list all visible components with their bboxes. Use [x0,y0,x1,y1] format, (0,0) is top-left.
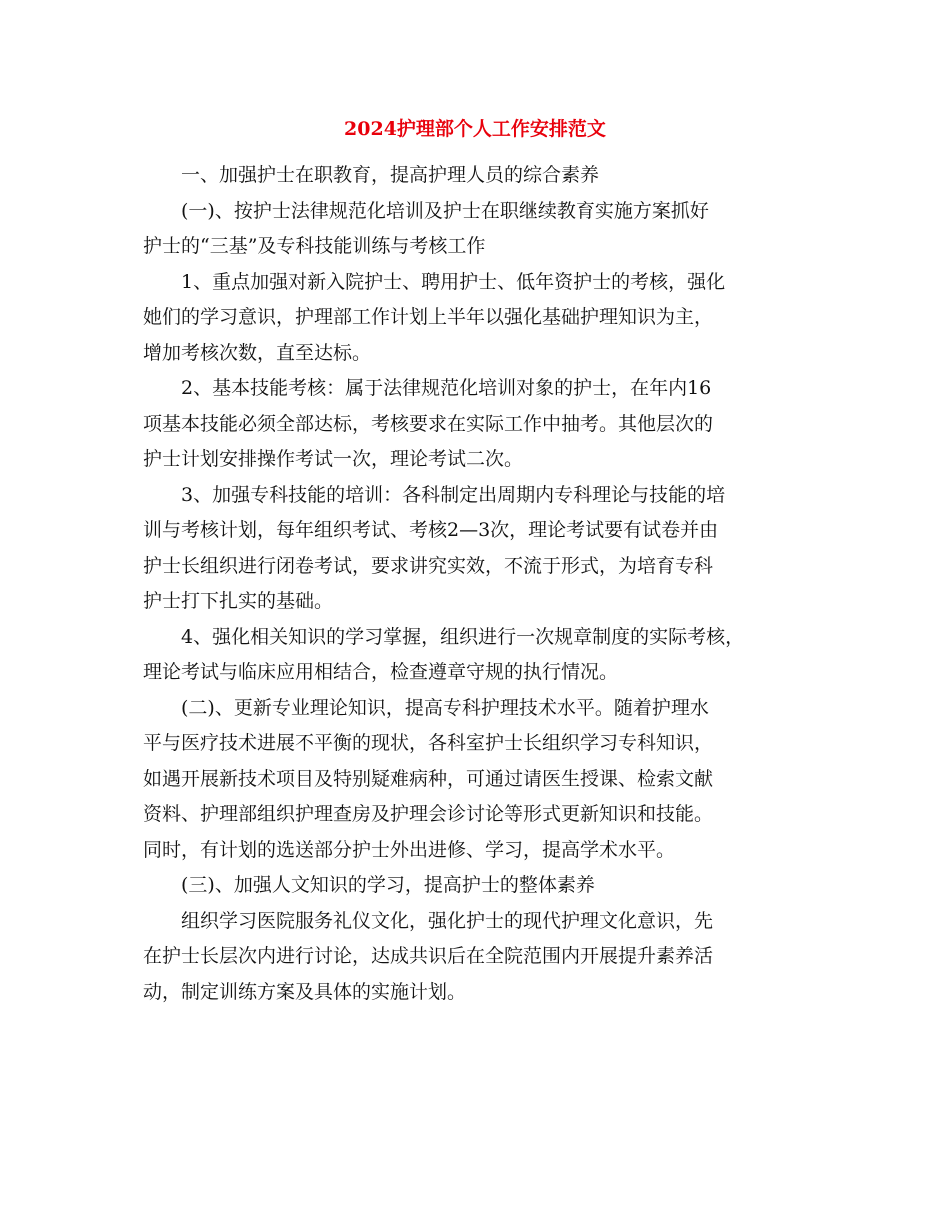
paragraph-line: 护士长组织进行闭卷考试，要求讲究实效，不流于形式，为培育专科 [143,554,714,577]
paragraph-line: 2、基本技能考核：属于法律规范化培训对象的护士，在年内16 [181,377,712,399]
paragraph-line: 护士计划安排操作考试一次，理论考试二次。 [143,448,524,470]
paragraph-line: 护士打下扎实的基础。 [143,590,334,612]
paragraph-line: (一)、按护士法律规范化培训及护士在职继续教育实施方案抓好 [181,199,709,222]
paragraph-item-1 [143,265,833,372]
paragraph-line: 4、强化相关知识的学习掌握，组织进行一次规章制度的实际考核， [181,625,745,648]
paragraph-line: 平与医疗技术进展不平衡的现状，各科室护士长组织学习专科知识， [143,732,714,754]
paragraph-line: 她们的学习意识，护理部工作计划上半年以强化基础护理知识为主， [143,306,714,328]
paragraph-line: 资料、护理部组织护理查房及护理会诊讨论等形式更新知识和技能。 [143,803,714,825]
paragraph-line: 项基本技能必须全部达标，考核要求在实际工作中抽考。其他层次的 [143,412,714,435]
paragraph-section-heading-1 [143,158,833,194]
paragraph-line: 组织学习医院服务礼仪文化，强化护士的现代护理文化意识，先 [181,909,714,932]
paragraph-line: 如遇开展新技术项目及特别疑难病种，可通过请医生授课、检索文献 [143,767,714,790]
paragraph-line: (三)、加强人文知识的学习，提高护士的整体素养 [181,874,595,896]
paragraph-line: 动，制定训练方案及具体的实施计划。 [143,980,467,1003]
paragraph-subsection-3-body [143,904,833,1011]
paragraph-line: 增加考核次数，直至达标。 [143,341,372,364]
paragraph-line: 护士的“三基”及专科技能训练与考核工作 [143,235,486,257]
paragraph-subsection-1 [143,194,833,265]
paragraph-subsection-2 [143,691,833,869]
paragraph-line: 一、加强护士在职教育，提高护理人员的综合素养 [181,164,600,186]
paragraph-item-2 [143,371,833,478]
paragraph-item-4 [143,620,833,691]
paragraph-line: 1、重点加强对新入院护士、聘用护士、低年资护士的考核，强化 [181,270,726,293]
paragraph-line: (二)、更新专业理论知识，提高专科护理技术水平。随着护理水 [181,696,709,719]
document-body [143,158,833,1010]
paragraph-line: 训与考核计划，每年组织考试、考核2—3次，理论考试要有试卷并由 [143,519,719,541]
paragraph-line: 同时，有计划的选送部分护士外出进修、学习，提高学术水平。 [143,838,676,861]
paragraph-line: 理论考试与临床应用相结合，检查遵章守规的执行情况。 [143,661,619,683]
document-title: 2024护理部个人工作安排范文 [344,118,606,140]
paragraph-subsection-3 [143,868,833,904]
paragraph-line: 在护士长层次内进行讨论，达成共识后在全院范围内开展提升素养活 [143,945,714,967]
paragraph-line: 3、加强专科技能的培训：各科制定出周期内专科理论与技能的培 [181,483,726,506]
paragraph-item-3 [143,478,833,620]
